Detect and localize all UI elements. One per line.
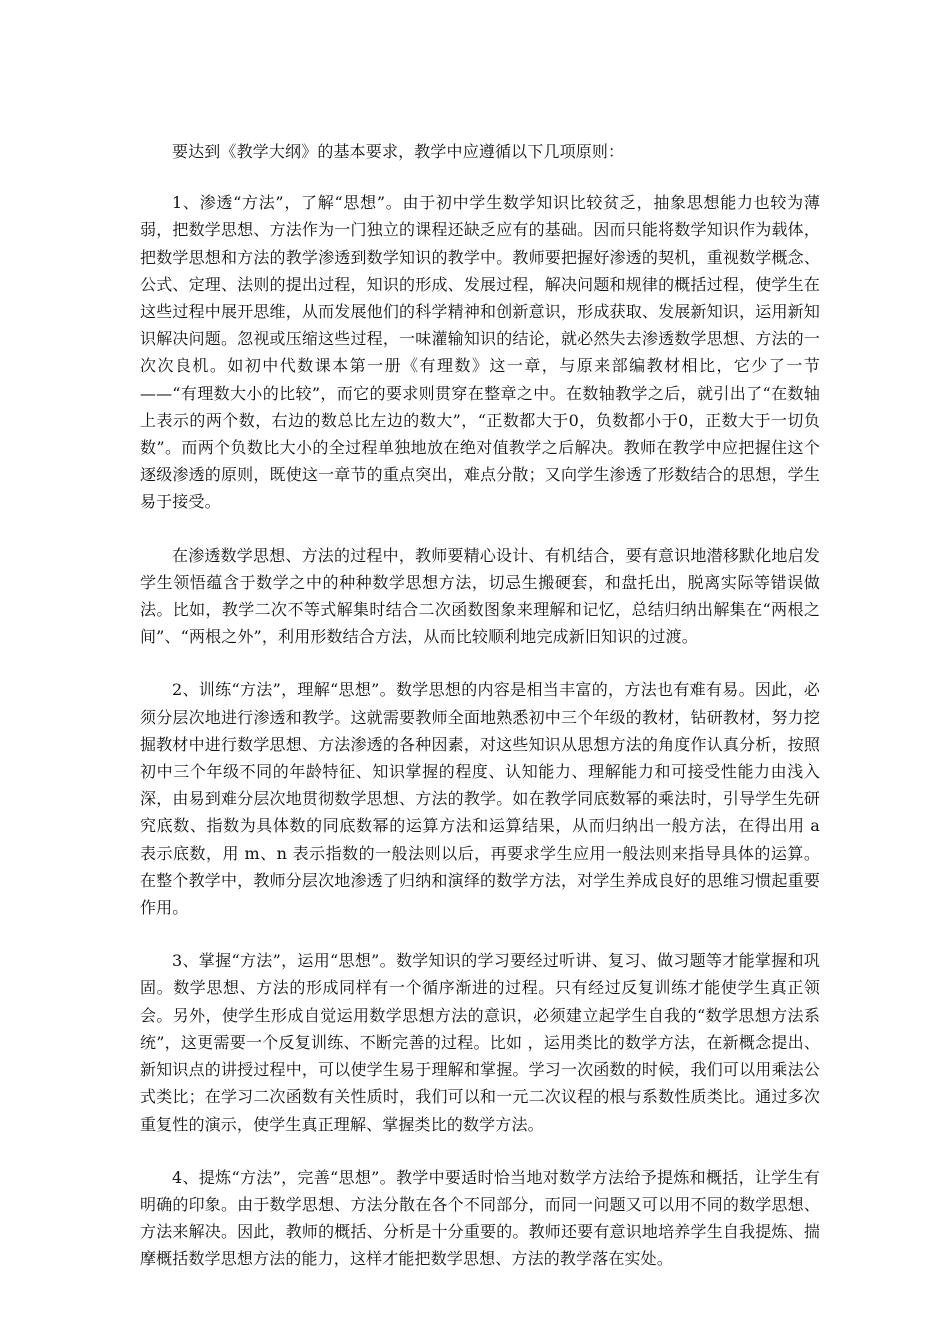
intro-paragraph: 要达到《教学大纲》的基本要求，教学中应遵循以下几项原则：	[172, 142, 625, 161]
principle-1-paragraph: 1、渗透“方法”，了解“思想”。由于初中学生数学知识比较贫乏，抽象思想能力也较为薄弱，把数学思想、方法作为一门独立的课程还缺乏应有的基础。因而只能将数学知识作为载体，把数学思想和方法的教学渗透到数学知识的教学中。教师要把握好渗透的契机，重视数学概念、公式、定理、法则的提出过程，知识的形成、发展过程，解决问题和规律的概括过程，使学生在这些过程中展开思维，从而发展他们的科学精神和创新意识，形成获取、发展新知识，运用新知识解决问题。忽视或压缩这些过程，一味灌输知识的结论，就必然失去渗透数学思想、方法的一次次良机。如初中代数课本第一册《有理数》这一章，与原来部编教材相比，它少了一节——“有理数大小的比较”，而它的要求则贯穿在整章之中。在数轴教学之后，就引出了“在数轴上表示的两个数，右边的数总比左边的数大”，“正数都大于0，负数都小于0，正数大于一切负数”。而两个负数比大小的全过程单独地放在绝对值教学之后解决。教师在教学中应把握住这个逐级渗透的原则，既使这一章节的重点突出，难点分散；又向学生渗透了形数结合的思想，学生易于接受。	[140, 193, 820, 512]
document-body	[140, 138, 820, 1273]
principle-2-paragraph: 2、训练“方法”，理解“思想”。数学思想的内容是相当丰富的，方法也有难有易。因此，必须分层次地进行渗透和教学。这就需要教师全面地熟悉初中三个年级的教材，钻研教材，努力挖掘教材中进行数学思想、方法渗透的各种因素，对这些知识从思想方法的角度作认真分析，按照初中三个年级不同的年龄特征、知识掌握的程度、认知能力、理解能力和可接受性能力由浅入深，由易到难分层次地贯彻数学思想、方法的教学。如在教学同底数幂的乘法时，引导学生先研究底数、指数为具体数的同底数幂的运算方法和运算结果，从而归纳出一般方法，在得出用 a 表示底数，用 m、n 表示指数的一般法则以后，再要求学生应用一般法则来指导具体的运算。在整个教学中，教师分层次地渗透了归纳和演绎的数学方法，对学生养成良好的思维习惯起重要作用。	[140, 680, 820, 918]
principle-1-example-paragraph: 在渗透数学思想、方法的过程中，教师要精心设计、有机结合，要有意识地潜移默化地启发学生领悟蕴含于数学之中的种种数学思想方法，切忌生搬硬套，和盘托出，脱离实际等错误做法。比如，教学二次不等式解集时结合二次函数图象来理解和记忆，总结归纳出解集在“两根之间”、“两根之外”，利用形数结合方法，从而比较顺利地完成新旧知识的过渡。	[140, 545, 820, 647]
principle-3-paragraph: 3、掌握“方法”，运用“思想”。数学知识的学习要经过听讲、复习、做习题等才能掌握和巩固。数学思想、方法的形成同样有一个循序渐进的过程。只有经过反复训练才能使学生真正领会。另外，使学生形成自觉运用数学思想方法的意识，必须建立起学生自我的“数学思想方法系统”，这更需要一个反复训练、不断完善的过程。比如 ，运用类比的数学方法，在新概念提出、新知识点的讲授过程中，可以使学生易于理解和掌握。学习一次函数的时候，我们可以用乘法公式类比；在学习二次函数有关性质时，我们可以和一元二次议程的根与系数性质类比。通过多次重复性的演示，使学生真正理解、掌握类比的数学方法。	[140, 951, 820, 1134]
principle-4-paragraph: 4、提炼“方法”，完善“思想”。教学中要适时恰当地对数学方法给予提炼和概括，让学生有明确的印象。由于数学思想、方法分散在各个不同部分，而同一问题又可以用不同的数学思想、方法来解决。因此，教师的概括、分析是十分重要的。教师还要有意识地培养学生自我提炼、揣摩概括数学思想方法的能力，这样才能把数学思想、方法的教学落在实处。	[140, 1167, 820, 1269]
